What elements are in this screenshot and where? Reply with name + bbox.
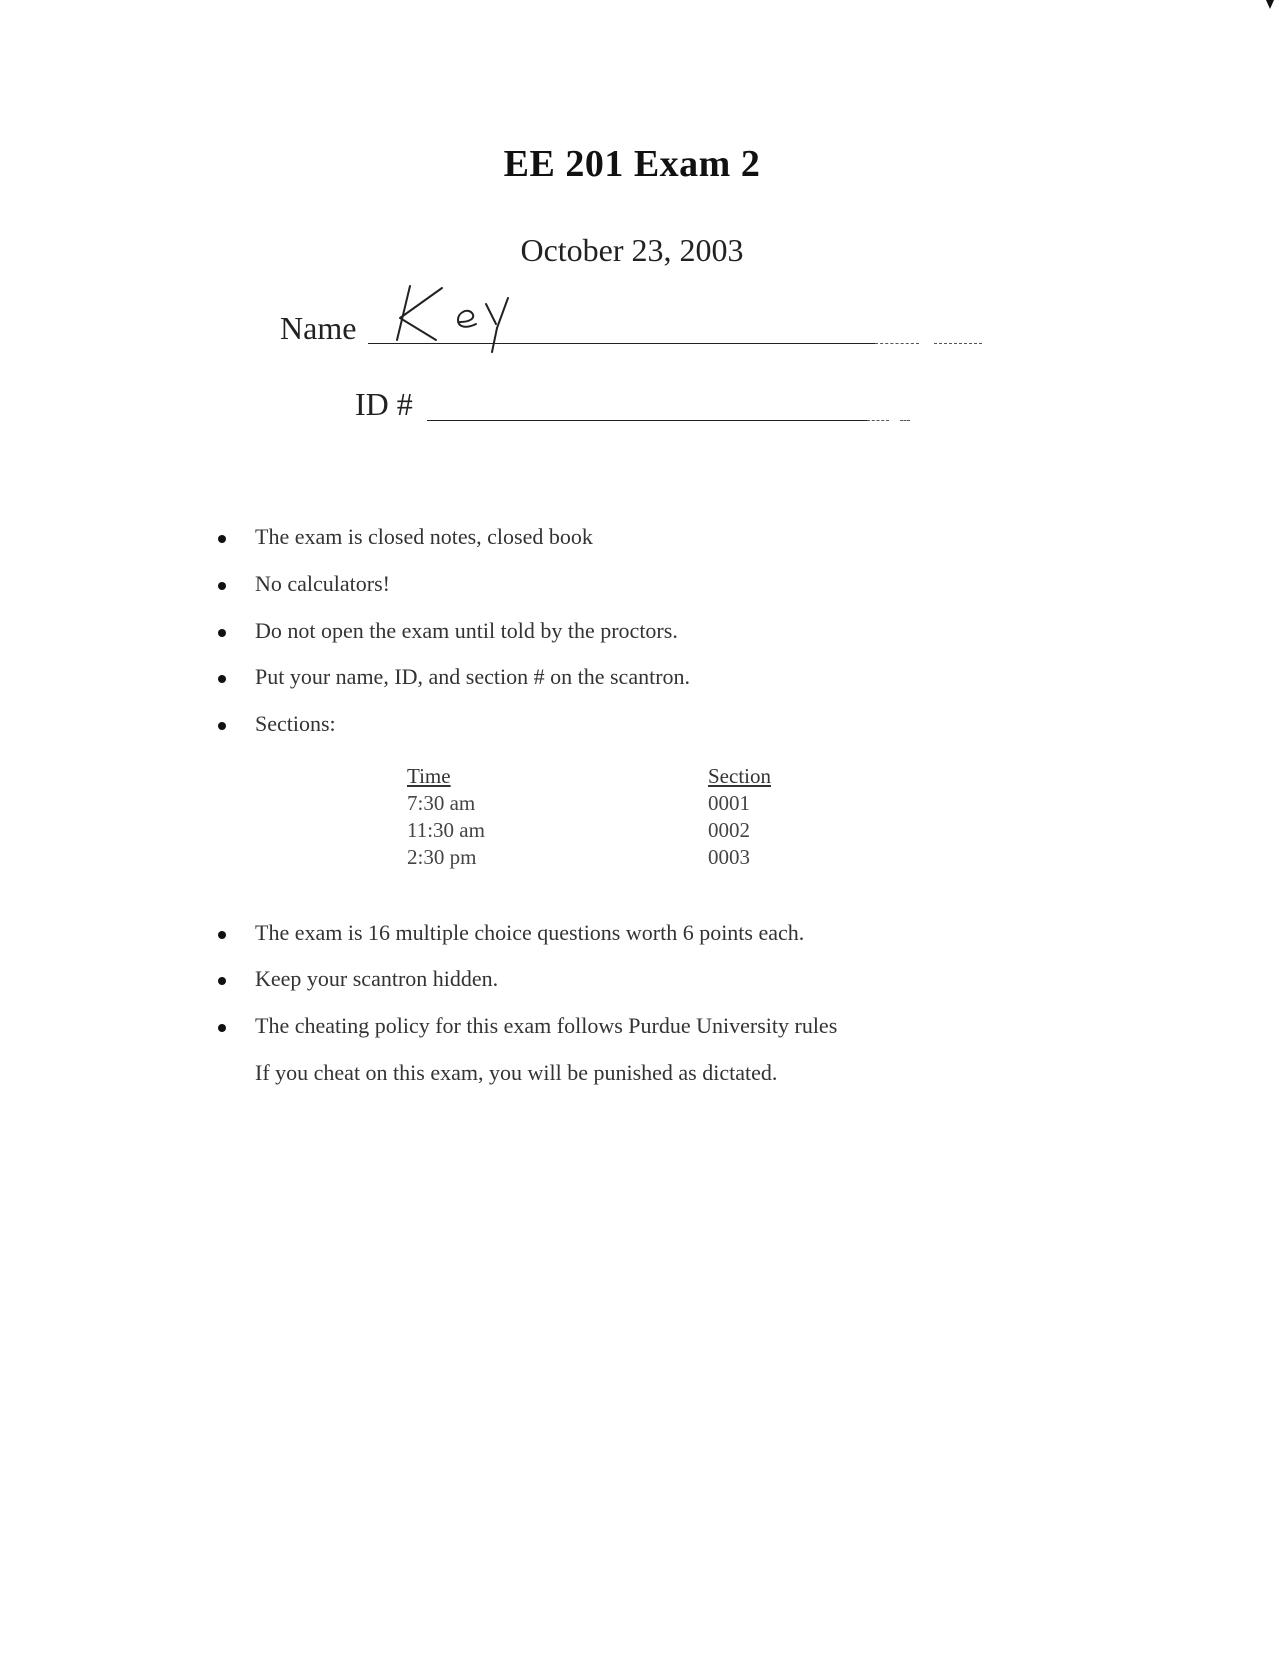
table-cell-time: 11:30 am bbox=[407, 818, 485, 842]
instruction-item: Put your name, ID, and section # on the scantron. bbox=[255, 664, 691, 689]
bullet-icon bbox=[218, 977, 226, 985]
exam-date: October 23, 2003 bbox=[520, 232, 744, 268]
id-underline-tail bbox=[867, 420, 889, 421]
bullet-icon bbox=[218, 629, 226, 637]
table-cell-section: 0001 bbox=[708, 791, 750, 815]
bullet-icon bbox=[218, 931, 226, 939]
table-cell-time: 2:30 pm bbox=[407, 845, 477, 869]
instruction-item: The cheating policy for this exam follows Purdue University rules bbox=[255, 1013, 838, 1038]
bullet-icon bbox=[218, 722, 226, 730]
exam-title: EE 201 Exam 2 bbox=[503, 143, 761, 185]
corner-mark bbox=[1266, 0, 1274, 9]
instruction-item: No calculators! bbox=[255, 571, 390, 596]
bullet-icon bbox=[218, 582, 226, 590]
bullet-icon bbox=[218, 535, 226, 543]
id-label: ID # bbox=[355, 386, 413, 422]
instruction-item: Keep your scantron hidden. bbox=[255, 966, 499, 991]
name-underline-tail bbox=[934, 343, 982, 344]
table-cell-section: 0002 bbox=[708, 818, 750, 842]
bullet-icon bbox=[218, 675, 226, 683]
table-header-section: Section bbox=[708, 764, 771, 788]
name-underline-tail bbox=[875, 343, 919, 344]
instruction-item: Do not open the exam until told by the proctors. bbox=[255, 618, 678, 643]
bullet-icon bbox=[218, 1024, 226, 1032]
instruction-continuation: If you cheat on this exam, you will be punished as dictated. bbox=[255, 1060, 778, 1085]
instruction-item: The exam is closed notes, closed book bbox=[255, 524, 593, 549]
table-header-time: Time bbox=[407, 764, 451, 788]
handwritten-name bbox=[384, 278, 534, 354]
instruction-item: The exam is 16 multiple choice questions worth 6 points each. bbox=[255, 920, 805, 945]
id-underline bbox=[427, 420, 867, 421]
id-underline-tail bbox=[900, 420, 910, 421]
table-cell-time: 7:30 am bbox=[407, 791, 476, 815]
instruction-item: Sections: bbox=[255, 711, 336, 736]
name-label: Name bbox=[280, 310, 357, 346]
table-cell-section: 0003 bbox=[708, 845, 750, 869]
